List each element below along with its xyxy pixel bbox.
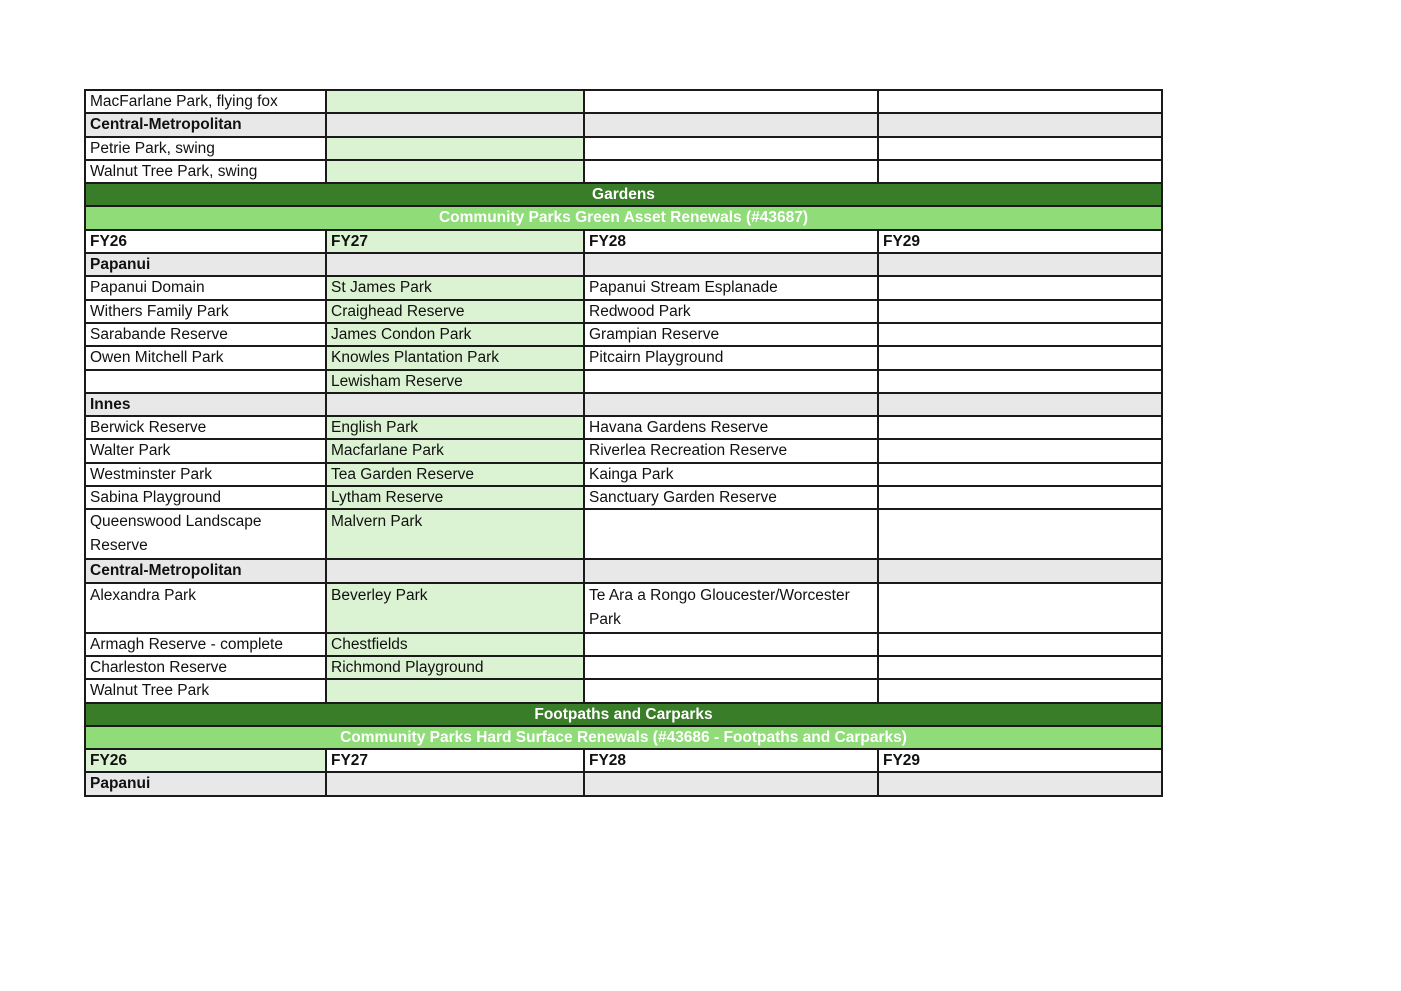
table-cell[interactable]: Sabina Playground bbox=[85, 486, 326, 509]
subsection-header-row bbox=[85, 206, 1162, 229]
table-cell[interactable]: Papanui Stream Esplanade bbox=[584, 276, 878, 299]
table-cell[interactable]: Tea Garden Reserve bbox=[326, 463, 584, 486]
table-cell[interactable] bbox=[584, 772, 878, 795]
table-row bbox=[85, 656, 1162, 679]
table-cell[interactable]: MacFarlane Park, flying fox bbox=[85, 90, 326, 113]
spreadsheet bbox=[84, 89, 1161, 797]
table-cell[interactable]: Queenswood Landscape Reserve bbox=[85, 509, 326, 559]
column-header[interactable]: FY26 bbox=[85, 749, 326, 772]
table-row bbox=[85, 679, 1162, 702]
table-cell[interactable] bbox=[584, 633, 878, 656]
column-header[interactable]: FY28 bbox=[584, 230, 878, 253]
table-cell[interactable]: Richmond Playground bbox=[326, 656, 584, 679]
table-cell[interactable] bbox=[584, 509, 878, 559]
table-cell[interactable]: Withers Family Park bbox=[85, 300, 326, 323]
table-cell[interactable] bbox=[878, 276, 1162, 299]
table-cell[interactable] bbox=[584, 137, 878, 160]
table-cell[interactable] bbox=[326, 253, 584, 276]
table-cell[interactable] bbox=[878, 346, 1162, 369]
table-cell[interactable] bbox=[326, 113, 584, 136]
column-header[interactable]: FY29 bbox=[878, 749, 1162, 772]
table-cell[interactable]: Central-Metropolitan bbox=[85, 113, 326, 136]
table-cell[interactable] bbox=[878, 559, 1162, 582]
section-header-row bbox=[85, 183, 1162, 206]
table-cell[interactable] bbox=[878, 656, 1162, 679]
table-cell[interactable] bbox=[584, 160, 878, 183]
table-cell[interactable]: Innes bbox=[85, 393, 326, 416]
table-cell[interactable]: Walnut Tree Park bbox=[85, 679, 326, 702]
table-cell[interactable]: Lewisham Reserve bbox=[326, 370, 584, 393]
table-cell[interactable] bbox=[326, 772, 584, 795]
table-cell[interactable] bbox=[878, 253, 1162, 276]
table-row bbox=[85, 137, 1162, 160]
section-title[interactable]: Gardens bbox=[85, 183, 1162, 206]
table-cell[interactable]: Central-Metropolitan bbox=[85, 559, 326, 582]
table-cell[interactable]: Pitcairn Playground bbox=[584, 346, 878, 369]
table-cell[interactable]: Grampian Reserve bbox=[584, 323, 878, 346]
section-title[interactable]: Footpaths and Carparks bbox=[85, 703, 1162, 726]
table-cell[interactable] bbox=[584, 393, 878, 416]
table-cell[interactable]: Westminster Park bbox=[85, 463, 326, 486]
column-header[interactable]: FY27 bbox=[326, 749, 584, 772]
table-cell[interactable] bbox=[878, 370, 1162, 393]
column-header[interactable]: FY29 bbox=[878, 230, 1162, 253]
table-cell[interactable] bbox=[584, 370, 878, 393]
subsection-header-row bbox=[85, 726, 1162, 749]
column-header-row bbox=[85, 230, 1162, 253]
table-cell[interactable] bbox=[326, 90, 584, 113]
table-cell[interactable] bbox=[878, 393, 1162, 416]
table-cell[interactable]: Sanctuary Garden Reserve bbox=[584, 486, 878, 509]
table-cell[interactable] bbox=[85, 370, 326, 393]
table-cell[interactable]: James Condon Park bbox=[326, 323, 584, 346]
table-cell[interactable]: Kainga Park bbox=[584, 463, 878, 486]
table-cell[interactable] bbox=[878, 416, 1162, 439]
table-cell[interactable] bbox=[878, 772, 1162, 795]
table-cell[interactable] bbox=[326, 393, 584, 416]
table-row bbox=[85, 300, 1162, 323]
table-row bbox=[85, 90, 1162, 113]
table-cell[interactable]: Lytham Reserve bbox=[326, 486, 584, 509]
table-row bbox=[85, 276, 1162, 299]
table-cell[interactable]: Malvern Park bbox=[326, 509, 584, 559]
table-cell[interactable]: Petrie Park, swing bbox=[85, 137, 326, 160]
table-cell[interactable] bbox=[584, 90, 878, 113]
column-header-row bbox=[85, 749, 1162, 772]
table-cell[interactable]: Papanui bbox=[85, 772, 326, 795]
table-cell[interactable]: St James Park bbox=[326, 276, 584, 299]
table-cell[interactable] bbox=[878, 113, 1162, 136]
table-cell[interactable] bbox=[878, 323, 1162, 346]
table-cell[interactable] bbox=[878, 486, 1162, 509]
table-cell[interactable] bbox=[326, 679, 584, 702]
table-cell[interactable] bbox=[326, 559, 584, 582]
table-row bbox=[85, 463, 1162, 486]
table-cell[interactable]: English Park bbox=[326, 416, 584, 439]
table-row bbox=[85, 160, 1162, 183]
table-cell[interactable]: Armagh Reserve - complete bbox=[85, 633, 326, 656]
table-row bbox=[85, 633, 1162, 656]
table-cell[interactable] bbox=[878, 583, 1162, 633]
table-cell[interactable] bbox=[878, 633, 1162, 656]
ward-group-row bbox=[85, 772, 1162, 795]
column-header[interactable]: FY28 bbox=[584, 749, 878, 772]
table-row bbox=[85, 323, 1162, 346]
table-cell[interactable] bbox=[326, 137, 584, 160]
table-cell[interactable]: Beverley Park bbox=[326, 583, 584, 633]
table-cell[interactable] bbox=[878, 160, 1162, 183]
section-header-row bbox=[85, 703, 1162, 726]
parks-renewal-table bbox=[84, 89, 1163, 797]
table-row bbox=[85, 416, 1162, 439]
table-cell[interactable]: Macfarlane Park bbox=[326, 439, 584, 462]
table-cell[interactable] bbox=[878, 137, 1162, 160]
table-cell[interactable] bbox=[584, 656, 878, 679]
table-row bbox=[85, 583, 1162, 633]
table-cell[interactable] bbox=[878, 439, 1162, 462]
ward-group-row bbox=[85, 113, 1162, 136]
table-cell[interactable]: Charleston Reserve bbox=[85, 656, 326, 679]
subsection-title[interactable]: Community Parks Green Asset Renewals (#43687) bbox=[85, 206, 1162, 229]
table-cell[interactable]: Riverlea Recreation Reserve bbox=[584, 439, 878, 462]
table-row bbox=[85, 370, 1162, 393]
table-cell[interactable]: Owen Mitchell Park bbox=[85, 346, 326, 369]
table-cell[interactable] bbox=[878, 300, 1162, 323]
table-row bbox=[85, 486, 1162, 509]
table-cell[interactable]: Berwick Reserve bbox=[85, 416, 326, 439]
table-row bbox=[85, 439, 1162, 462]
table-cell[interactable] bbox=[326, 160, 584, 183]
table-cell[interactable]: Knowles Plantation Park bbox=[326, 346, 584, 369]
table-cell[interactable] bbox=[878, 509, 1162, 559]
table-cell[interactable]: Alexandra Park bbox=[85, 583, 326, 633]
table-cell[interactable]: Walnut Tree Park, swing bbox=[85, 160, 326, 183]
table-cell[interactable]: Craighead Reserve bbox=[326, 300, 584, 323]
table-cell[interactable] bbox=[878, 90, 1162, 113]
subsection-title[interactable]: Community Parks Hard Surface Renewals (#43686 - Footpaths and Carparks) bbox=[85, 726, 1162, 749]
table-cell[interactable] bbox=[584, 253, 878, 276]
table-cell[interactable]: Walter Park bbox=[85, 439, 326, 462]
table-cell[interactable] bbox=[878, 679, 1162, 702]
table-cell[interactable] bbox=[584, 559, 878, 582]
table-cell[interactable]: Sarabande Reserve bbox=[85, 323, 326, 346]
table-cell[interactable] bbox=[584, 113, 878, 136]
table-cell[interactable]: Papanui bbox=[85, 253, 326, 276]
table-row bbox=[85, 509, 1162, 559]
ward-group-row bbox=[85, 559, 1162, 582]
ward-group-row bbox=[85, 393, 1162, 416]
table-cell[interactable] bbox=[878, 463, 1162, 486]
column-header[interactable]: FY27 bbox=[326, 230, 584, 253]
table-cell[interactable]: Papanui Domain bbox=[85, 276, 326, 299]
table-cell[interactable]: Redwood Park bbox=[584, 300, 878, 323]
table-cell[interactable]: Te Ara a Rongo Gloucester/Worcester Park bbox=[584, 583, 878, 633]
table-cell[interactable]: Chestfields bbox=[326, 633, 584, 656]
table-row bbox=[85, 346, 1162, 369]
table-cell[interactable]: Havana Gardens Reserve bbox=[584, 416, 878, 439]
column-header[interactable]: FY26 bbox=[85, 230, 326, 253]
table-cell[interactable] bbox=[584, 679, 878, 702]
ward-group-row bbox=[85, 253, 1162, 276]
